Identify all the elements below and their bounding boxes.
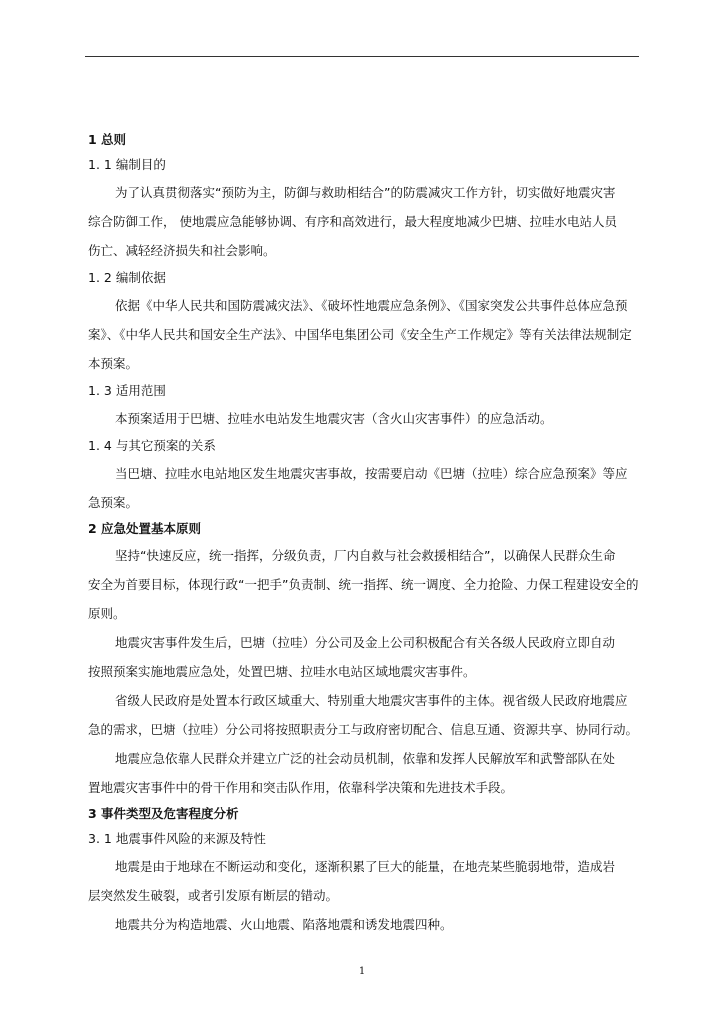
text-line: 综合防御工作， 使地震应急能够协调、有序和高效进行，最大程度地减少巴塘、拉哇水电站人员	[88, 214, 617, 229]
section-2-paragraph-2	[88, 628, 638, 686]
section-3-1-paragraph-2	[88, 910, 638, 939]
text-line: 层突然发生破裂，或者引发原有断层的错动。	[88, 888, 339, 903]
section-1-3-heading: 1. 3 适用范围	[88, 383, 166, 398]
section-3-heading: 3 事件类型及危害程度分析	[88, 806, 239, 821]
section-2-paragraph-3	[88, 686, 638, 744]
section-3-1-heading: 3. 1 地震事件风险的来源及特性	[88, 831, 266, 846]
text-line: 坚持“快速反应，统一指挥，分级负责，厂内自救与社会救援相结合”，以确保人民群众生命	[115, 548, 616, 563]
section-3-1-paragraph-1	[88, 852, 638, 910]
document-body	[88, 128, 638, 939]
section-2-heading: 2 应急处置基本原则	[88, 521, 202, 536]
page-number: 1	[358, 966, 366, 977]
section-2-paragraph-4	[88, 744, 638, 802]
text-line: 急的需求，巴塘（拉哇）分公司将按照职责分工与政府密切配合、信息互通、资源共享、协同行动。	[88, 722, 638, 737]
section-1-1-paragraph	[88, 178, 638, 265]
text-line: 置地震灾害事件中的骨干作用和突击队作用，依靠科学决策和先进技术手段。	[88, 780, 514, 795]
text-line: 当巴塘、拉哇水电站地区发生地震灾害事故，按需要启动《巴塘（拉哇）综合应急预案》等应	[115, 466, 628, 481]
text-line: 地震是由于地球在不断运动和变化，逐渐积累了巨大的能量，在地壳某些脆弱地带，造成岩	[115, 859, 616, 874]
section-2-paragraph-1	[88, 541, 638, 628]
section-1-4-paragraph	[88, 459, 638, 517]
text-line: 急预案。	[88, 495, 139, 510]
section-1-2-paragraph	[88, 291, 638, 378]
section-1-3-paragraph	[88, 404, 638, 433]
text-line: 安全为首要目标，体现行政“一把手”负责制、统一指挥、统一调度、全力抢险、力保工程建设安全的	[88, 577, 638, 592]
section-1-heading: 1 总则	[88, 132, 127, 147]
section-1-1-heading: 1. 1 编制目的	[88, 157, 166, 172]
text-line: 本预案适用于巴塘、拉哇水电站发生地震灾害（含火山灾害事件）的应急活动。	[115, 411, 553, 426]
text-line: 依据《中华人民共和国防震减灾法》、《破坏性地震应急条例》、《国家突发公共事件总体应急预	[115, 298, 628, 313]
text-line: 地震应急依靠人民群众并建立广泛的社会动员机制，依靠和发挥人民解放军和武警部队在处	[115, 751, 616, 766]
section-1-4-heading: 1. 4 与其它预案的关系	[88, 438, 216, 453]
text-line: 地震共分为构造地震、火山地震、陷落地震和诱发地震四种。	[115, 917, 453, 932]
text-line: 案》、《中华人民共和国安全生产法》、中国华电集团公司《安全生产工作规定》等有关法律法规制定	[88, 327, 632, 342]
text-line: 地震灾害事件发生后，巴塘（拉哇）分公司及金上公司积极配合有关各级人民政府立即自动	[115, 635, 616, 650]
text-line: 伤亡、减轻经济损失和社会影响。	[88, 243, 276, 258]
text-line: 按照预案实施地震应急处，处置巴塘、拉哇水电站区域地震灾害事件。	[88, 664, 476, 679]
text-line: 本预案。	[88, 356, 139, 371]
text-line: 省级人民政府是处置本行政区域重大、特别重大地震灾害事件的主体。视省级人民政府地震应	[115, 693, 628, 708]
section-1-2-heading: 1. 2 编制依据	[88, 270, 166, 285]
text-line: 原则。	[88, 606, 126, 621]
text-line: 为了认真贯彻落实“预防为主，防御与救助相结合”的防震减灾工作方针，切实做好地震灾害	[115, 185, 616, 200]
header-rule	[85, 56, 639, 57]
